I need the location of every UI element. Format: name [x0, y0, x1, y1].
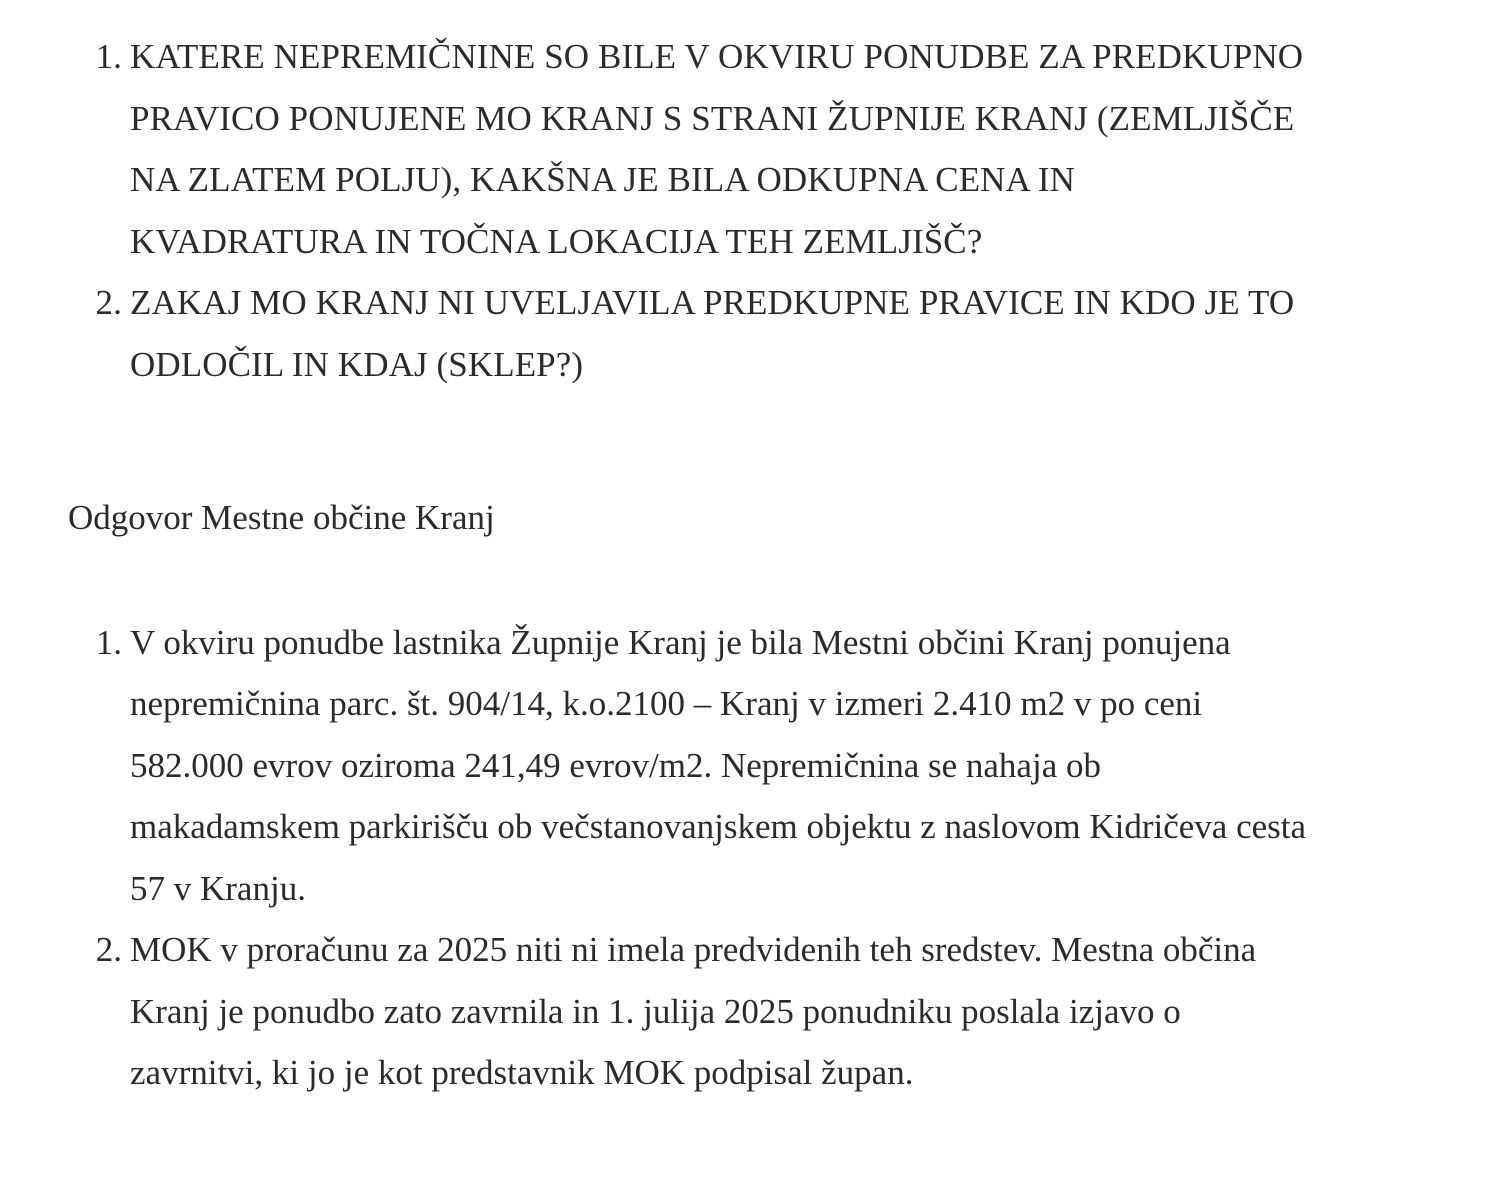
question-item-2: ZAKAJ MO KRANJ NI UVELJAVILA PREDKUPNE PRAVICE IN KDO JE TO ODLOČIL IN KDAJ (SKLEP?)	[130, 283, 1295, 384]
question-item-1: KATERE NEPREMIČNINE SO BILE V OKVIRU PONUDBE ZA PREDKUPNO PRAVICO PONUJENE MO KRANJ S STRANI ŽUPNIJE KRANJ (ZEMLJIŠČE NA ZLATEM POLJU), KAKŠNA JE BILA ODKUPNA CENA IN KVADRATURA IN TOČNA LOKACIJA TEH ZEMLJIŠČ?	[130, 37, 1304, 261]
answer-heading: Odgovor Mestne občine Kranj	[68, 498, 495, 537]
answers-list	[68, 612, 1308, 1104]
answer-item-2: MOK v proračunu za 2025 niti ni imela predvidenih teh sredstev. Mestna občina Kranj je ponudbo zato zavrnila in 1. julija 2025 ponudniku poslala izjavo o zavrnitvi, ki jo je kot predstavnik MOK podpisal župan.	[130, 930, 1257, 1092]
answer-item-1: V okviru ponudbe lastnika Župnije Kranj je bila Mestni občini Kranj ponujena nepremičnina parc. št. 904/14, k.o.2100 – Kranj v izmeri 2.410 m2 v po ceni 582.000 evrov oziroma 241,49 evrov/m2. Nepremičnina se nahaja ob makadamskem parkirišču ob večstanovanjskem objektu z naslovom Kidričeva cesta 57 v Kranju.	[130, 622, 1307, 908]
article-body	[68, 26, 1308, 1104]
questions-list	[68, 26, 1308, 395]
